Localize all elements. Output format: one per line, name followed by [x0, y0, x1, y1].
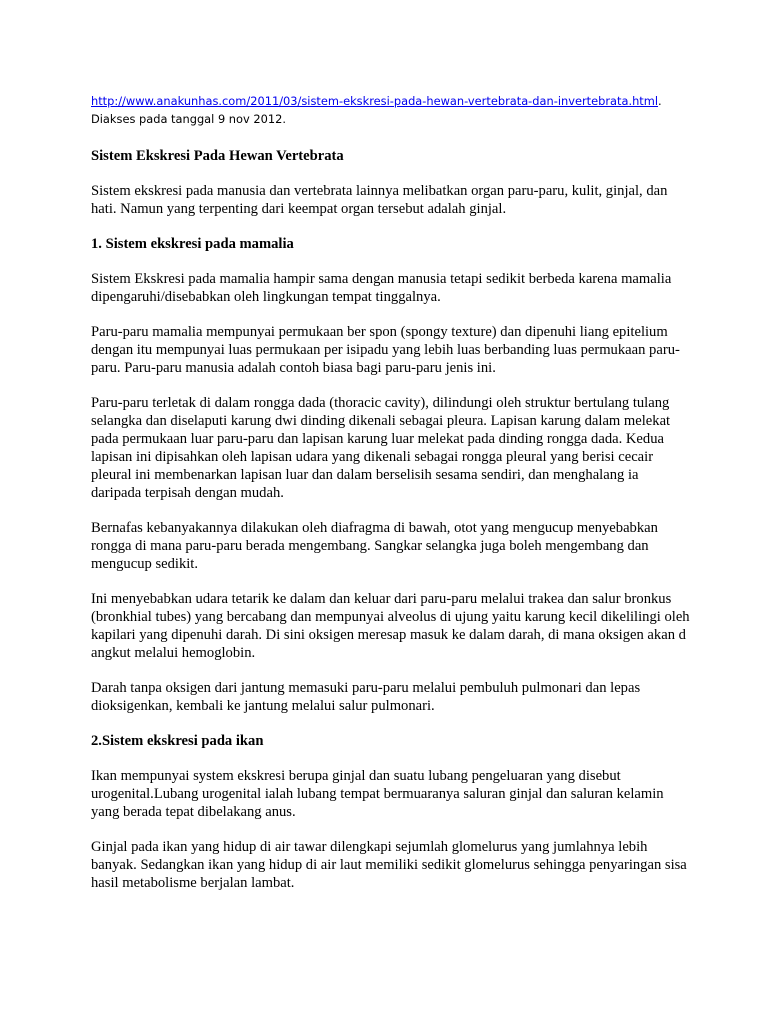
paragraph: Ini menyebabkan udara tetarik ke dalam dan keluar dari paru-paru melalui trakea dan salur bronkus (bronkhial tubes) yang bercabang dan mempunyai alveolus di ujung yaitu karung kecil dikelilingi oleh kapilari yang dipenuhi darah. Di sini oksigen meresap masuk ke dalam darah, di mana oksigen akan d angkut melalui hemoglobin. [91, 591, 690, 661]
source-line [91, 92, 691, 110]
accessed-date: Diakses pada tanggal 9 nov 2012. [91, 112, 286, 126]
paragraph: Darah tanpa oksigen dari jantung memasuki paru-paru melalui pembuluh pulmonari dan lepas dioksigenkan, kembali ke jantung melalui salur pulmonari. [91, 680, 641, 714]
source-link-period: . [658, 94, 662, 108]
document-page [91, 92, 691, 892]
intro-paragraph: Sistem ekskresi pada manusia dan vertebrata lainnya melibatkan organ paru-paru, kulit, ginjal, dan hati. Namun yang terpenting dari keempat organ tersebut adalah ginjal. [91, 183, 668, 217]
paragraph: Paru-paru terletak di dalam rongga dada (thoracic cavity), dilindungi oleh struktur bertulang tulang selangka dan diselaputi karung dwi dinding dikenali sebagai pleura. Lapisan karung dalam melekat pada permukaan luar paru-paru dan lapisan karung luar melekat pada dinding rongga dada. Kedua lapisan ini dipisahkan oleh lapisan udara yang dikenali sebagai rongga pleural yang berisi cecair pleural ini membenarkan lapisan luar dan dalam berselisih sesama sendiri, dan menghalang ia daripada terpisah dengan mudah. [91, 395, 671, 501]
paragraph: Ginjal pada ikan yang hidup di air tawar dilengkapi sejumlah glomelurus yang jumlahnya lebih banyak. Sedangkan ikan yang hidup di air laut memiliki sedikit glomelurus sehingga penyaringan sisa hasil metabolisme berjalan lambat. [91, 839, 687, 891]
source-link[interactable]: http://www.anakunhas.com/2011/03/sistem-ekskresi-pada-hewan-vertebrata-dan-invertebrata.html [91, 94, 659, 108]
paragraph: Sistem Ekskresi pada mamalia hampir sama dengan manusia tetapi sedikit berbeda karena mamalia dipengaruhi/disebabkan oleh lingkungan tempat tinggalnya. [91, 271, 672, 305]
section-heading-mamalia: 1. Sistem ekskresi pada mamalia [91, 236, 294, 252]
paragraph: Paru-paru mamalia mempunyai permukaan ber spon (spongy texture) dan dipenuhi liang epitelium dengan itu mempunyai luas permukaan per isipadu yang lebih luas berbanding luas permukaan paru-paru. Paru-paru manusia adalah contoh biasa bagi paru-paru jenis ini. [91, 324, 680, 376]
paragraph: Bernafas kebanyakannya dilakukan oleh diafragma di bawah, otot yang mengucup menyebabkan rongga di mana paru-paru berada mengembang. Sangkar selangka juga boleh mengembang dan mengucup sedikit. [91, 520, 658, 572]
section-heading-ikan: 2.Sistem ekskresi pada ikan [91, 733, 264, 749]
paragraph: Ikan mempunyai system ekskresi berupa ginjal dan suatu lubang pengeluaran yang disebut urogenital.Lubang urogenital ialah lubang tempat bermuaranya saluran ginjal dan saluran kelamin yang berada tepat dibelakang anus. [91, 768, 664, 820]
document-title: Sistem Ekskresi Pada Hewan Vertebrata [91, 148, 344, 164]
